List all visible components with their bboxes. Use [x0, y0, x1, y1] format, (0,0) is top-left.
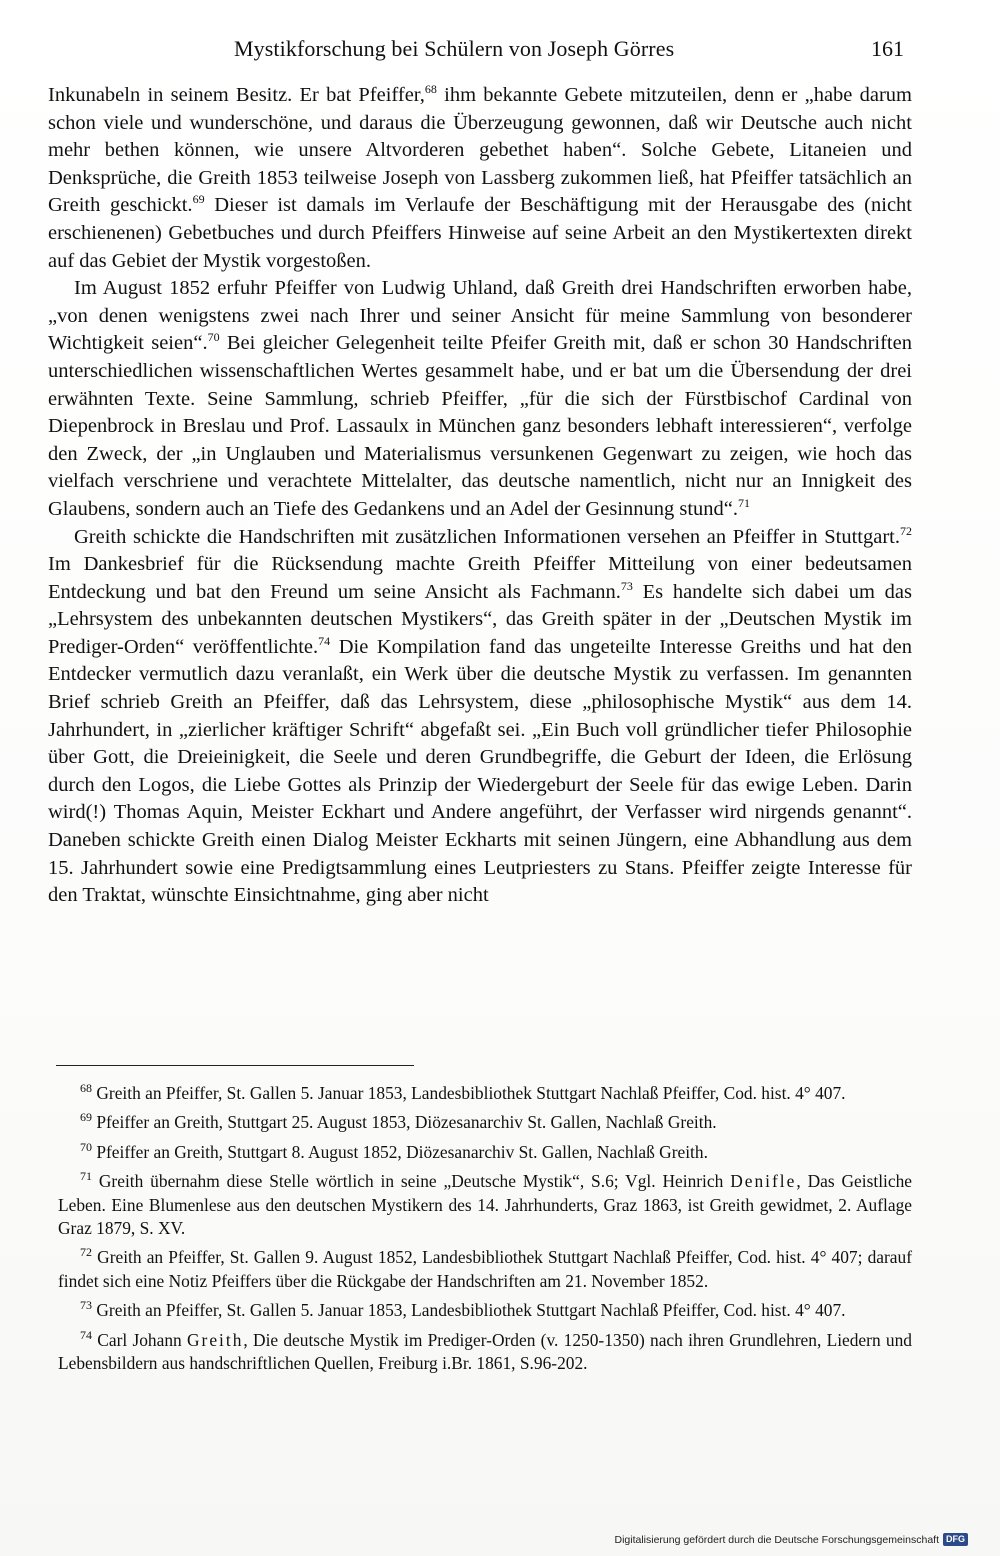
text-run: Die Kompilation fand das ungeteilte Interesse Greiths und hat den Entdecker vermutlich dazu veranlaßt, ein Werk über die deutsche Mystik zu verfassen. Im genannten Brief schrieb Greith an Pfeiffer, daß das Lehrsystem, diese „philosophische Mystik“ aus dem 14. Jahrhundert, in „zierlicher kräftiger Schrift“ abgefaßt sei. „Ein Buch voll gründlicher tiefer Philosophie über Gott, die Dreieinigkeit, die Seele und deren Grundbegriffe, die Geburt der Ideen, die Erlösung durch den Logos, die Liebe Gottes als Prinzip der Wiedergeburt der Seele für das ewige Leben. Darin wird(!) Thomas Aquin, Meister Eckhart und Andere angeführt, der Verfasser wird nirgends genannt“. Daneben schickte Greith einen Dialog Meister Eckharts mit seinen Jüngern, eine Abhandlung aus dem 15. Jahrhundert sowie eine Predigtsammlung eines Leutpriesters zu Stans. Pfeiffer zeigte Interesse für den Traktat, wünschte Einsichtnahme, ging aber nicht	[48, 635, 913, 907]
paragraph	[48, 524, 912, 910]
text-run: Greith an Pfeiffer, St. Gallen 9. August 1852, Landesbibliothek Stuttgart Nachlaß Pfeiffer, Cod. hist. 4° 407; darauf findet sich eine Notiz Pfeiffers über die Rückgabe der Handschriften am 21. November 1852.	[58, 1247, 912, 1291]
funding-text: Digitalisierung gefördert durch die Deutsche Forschungsgemeinschaft	[614, 1533, 939, 1546]
text-run: Greith schickte die Handschriften mit zusätzlichen Informationen versehen an Pfeiffer in Stuttgart.	[74, 525, 900, 548]
footnote-number: 72	[80, 1245, 92, 1260]
running-title: Mystikforschung bei Schülern von Joseph Görres	[234, 36, 675, 61]
footnote	[58, 1082, 912, 1105]
text-run: Pfeiffer an Greith, Stuttgart 8. August 1852, Diözesanarchiv St. Gallen, Nachlaß Greith.	[92, 1141, 708, 1162]
footnote-separator	[56, 1065, 414, 1066]
text-run: Im August 1852 erfuhr Pfeiffer von Ludwig Uhland, daß Greith drei Handschriften erworben habe, „von denen wenigstens zwei nach Ihrer und seiner Ansicht für meine Sammlung von besonderer Wichtigkeit seien“.	[48, 277, 912, 355]
dfg-logo-icon: DFG	[943, 1533, 968, 1546]
footnote-number: 73	[80, 1298, 92, 1313]
text-run: , Das Geistliche Leben. Eine Blumenlese aus den deutschen Mystikern des 14. Jahrhunderts, Graz 1863, ist Greith gewidmet, 2. Auflage Graz 1879, S. XV.	[58, 1171, 912, 1239]
text-run: Greith übernahm diese Stelle wörtlich in seine „Deutsche Mystik“, S.6; Vgl. Heinrich	[92, 1171, 731, 1192]
text-run: Pfeiffer an Greith, Stuttgart 25. August 1853, Diözesanarchiv St. Gallen, Nachlaß Greith.	[92, 1112, 717, 1133]
footnote	[58, 1329, 912, 1376]
footnote-number: 70	[80, 1140, 92, 1155]
footnote	[58, 1170, 912, 1240]
paragraph	[48, 275, 912, 523]
footnote-ref: 70	[207, 330, 220, 345]
footnote-number: 68	[80, 1081, 92, 1096]
footnote-number: 71	[80, 1169, 92, 1184]
footnote	[58, 1141, 912, 1164]
footnote-ref: 69	[192, 192, 205, 207]
footnote	[58, 1299, 912, 1322]
text-run: Greith an Pfeiffer, St. Gallen 5. Januar 1853, Landesbibliothek Stuttgart Nachlaß Pfeiffer, Cod. hist. 4° 407.	[92, 1083, 846, 1103]
footnote-ref: 71	[738, 496, 751, 511]
text-run: Carl Johann	[92, 1329, 187, 1350]
text-run: Greith an Pfeiffer, St. Gallen 5. Januar 1853, Landesbibliothek Stuttgart Nachlaß Pfeiffer, Cod. hist. 4° 407.	[92, 1300, 846, 1321]
spaced-name: Greith	[186, 1329, 244, 1350]
paragraph	[48, 82, 912, 275]
page-number: 161	[871, 36, 904, 61]
text-run: Es handelte sich dabei um das „Lehrsystem des unbekannten deutschen Mystikers“, das Greith später in der „Deutschen Mystik im Prediger-Orden“ veröffentlichte.	[48, 580, 912, 658]
text-run: Dieser ist damals im Verlaufe der Beschäftigung mit der Herausgabe des (nicht erschienenen) Gebetbuches und durch Pfeiffers Hinweise auf seine Arbeit an den Mystikertexten direkt auf das Gebiet der Mystik vorgestoßen.	[48, 194, 912, 272]
text-run: Bei gleicher Gelegenheit teilte Pfeifer Greith mit, daß er schon 30 Handschriften unterschiedlichen wissenschaftlichen Wertes gesammelt habe, und er bat um die Übersendung der drei erwähnten Texte. Seine Sammlung, schrieb Pfeiffer, „für die sich der Fürstbischof Cardinal von Diepenbrock in Breslau und Prof. Lassaulx in München ganz besonders lebhaft interessieren“, verfolge den Zweck, der „in Unglauben und Materialismus versunkenen Gegenwart zu zeigen, wie hoch das vielfach verschriene und verachtete Mittelalter, das deutsche namentlich, nicht nur an Innigkeit des Glaubens, sondern auch an Tiefe des Gedankens und an Adel der Gesinnung stund“.	[48, 332, 912, 520]
body-text	[48, 82, 912, 910]
text-run: ihm bekannte Gebete mitzuteilen, denn er „habe darum schon viele und wunderschöne, und daraus die Überzeugung gewonnen, daß wir Deutsche auch nicht mehr bethen können, wie unsere Altvorderen gebethet haben“. Solche Gebete, Litaneien und Denksprüche, die Greith 1853 teilweise Joseph von Lassberg zukommen ließ, hat Pfeiffer tatsächlich an Greith geschickt.	[48, 84, 912, 217]
text-run: , Die deutsche Mystik im Prediger-Orden (v. 1250-1350) nach ihren Grundlehren, Liedern und Lebensbildern aus handschriftlichen Quellen, Freiburg i.Br. 1861, S.96-202.	[58, 1329, 912, 1374]
footnote	[58, 1246, 912, 1293]
footnotes	[58, 1082, 912, 1381]
footnote	[58, 1111, 912, 1134]
footnote-number: 74	[80, 1327, 92, 1342]
footnote-ref: 68	[424, 82, 437, 97]
footnote-ref: 73	[620, 578, 633, 593]
text-run: Im Dankesbrief für die Rücksendung machte Greith Pfeiffer Mitteilung von einer bedeutsamen Entdeckung und bat den Freund um seine Ansicht als Fachmann.	[48, 553, 912, 603]
text-run: Inkunabeln in seinem Besitz. Er bat Pfeiffer,	[48, 84, 425, 106]
spaced-name: Denifle	[730, 1171, 797, 1192]
footnote-ref: 74	[318, 634, 331, 649]
footnote-number: 69	[80, 1110, 92, 1125]
running-head	[48, 36, 912, 70]
footnote-ref: 72	[900, 523, 912, 538]
funding-note	[614, 1533, 968, 1546]
